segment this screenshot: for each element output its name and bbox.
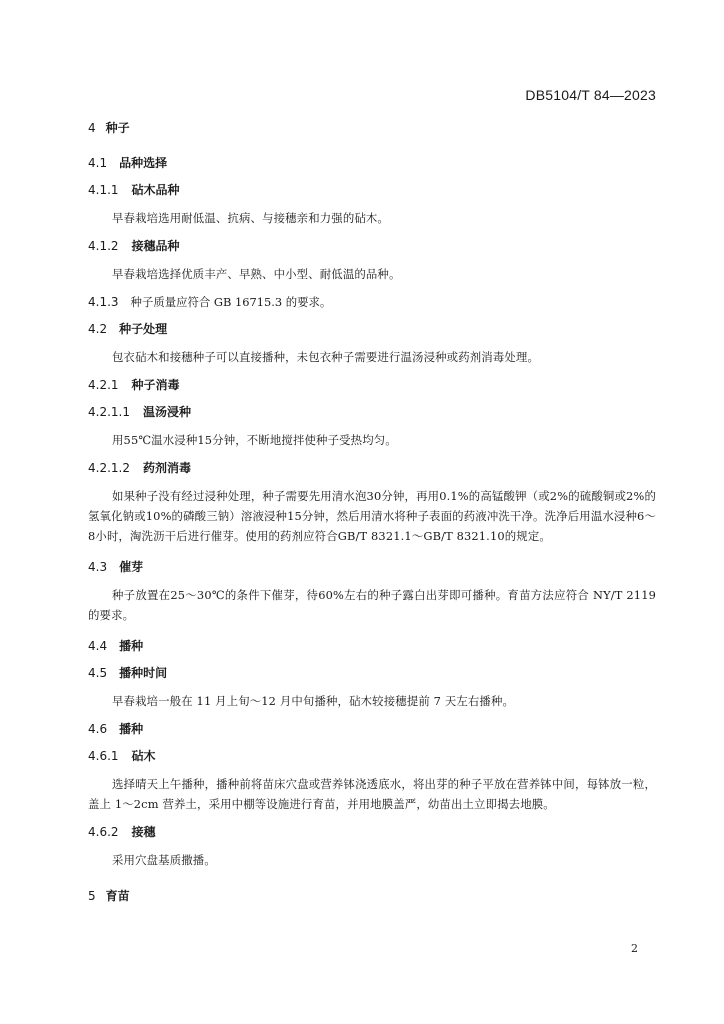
section-4-2-1-2-body: 如果种子没有经过浸种处理，种子需要先用清水泡30分钟，再用0.1%的高锰酸钾（或2%的硫酸铜或2%的氢氧化钠或10%的磷酸三钠）溶液浸种15分钟，然后用清水将种子表面的药液冲洗干净。洗净后用温水浸种6～8小时，淘洗沥干后进行催芽。使用的药剂应符合GB/T 8321.1～GB/T 8321.10的规定。 bbox=[88, 489, 656, 543]
section-title: 品种选择 bbox=[119, 156, 168, 170]
section-4-1-1-body: 早春栽培选用耐低温、抗病、与接穗亲和力强的砧木。 bbox=[112, 211, 389, 225]
section-4-3-heading bbox=[88, 558, 656, 576]
section-4-2-1-heading bbox=[88, 376, 656, 394]
section-text: 种子质量应符合 GB 16715.3 的要求。 bbox=[130, 295, 332, 309]
section-4-5-heading bbox=[88, 664, 656, 682]
section-4-6-1-body: 选择晴天上午播种，播种前将苗床穴盘或营养钵浇透底水，将出芽的种子平放在营养钵中间，每钵放一粒，盖上 1～2cm 营养土，采用中棚等设施进行育苗，并用地膜盖严，幼苗出土立即揭去地膜。 bbox=[88, 777, 656, 811]
section-title: 种子消毒 bbox=[131, 378, 180, 392]
section-title: 药剂消毒 bbox=[142, 461, 191, 475]
section-4-1-1-heading bbox=[88, 181, 656, 199]
section-4-6-2-heading bbox=[88, 823, 656, 841]
section-title: 温汤浸种 bbox=[142, 405, 191, 419]
section-4-4-heading bbox=[88, 637, 656, 655]
section-4-6-2-body: 采用穴盘基质撒播。 bbox=[112, 853, 216, 867]
section-4-2-1-1-heading bbox=[88, 403, 656, 421]
section-4-heading bbox=[88, 119, 656, 137]
section-number: 4.1 bbox=[88, 156, 108, 170]
section-number: 5 bbox=[88, 889, 96, 903]
section-title: 催芽 bbox=[119, 560, 144, 574]
section-4-6-1-heading bbox=[88, 747, 656, 765]
section-4-2-body: 包衣砧木和接穗种子可以直接播种，未包衣种子需要进行温汤浸种或药剂消毒处理。 bbox=[112, 350, 540, 364]
section-number: 4.6.1 bbox=[88, 749, 119, 763]
section-4-6-heading bbox=[88, 720, 656, 738]
section-4-1-2-heading bbox=[88, 237, 656, 255]
section-4-1-heading bbox=[88, 154, 656, 172]
section-number: 4.2.1 bbox=[88, 378, 119, 392]
section-4-1-3 bbox=[88, 293, 656, 311]
section-title: 接穗品种 bbox=[131, 239, 180, 253]
section-number: 4.5 bbox=[88, 666, 108, 680]
section-number: 4 bbox=[88, 121, 96, 135]
section-title: 播种 bbox=[119, 722, 144, 736]
standard-code: DB5104/T 84—2023 bbox=[525, 87, 656, 103]
section-title: 砧木品种 bbox=[131, 183, 180, 197]
section-number: 4.6 bbox=[88, 722, 108, 736]
section-number: 4.1.1 bbox=[88, 183, 119, 197]
section-4-5-body: 早春栽培一般在 11 月上旬～12 月中旬播种，砧木较接穗提前 7 天左右播种。 bbox=[112, 694, 515, 708]
section-number: 4.4 bbox=[88, 639, 108, 653]
document-body bbox=[88, 119, 656, 905]
section-title: 接穗 bbox=[131, 825, 156, 839]
page-number: 2 bbox=[631, 942, 638, 955]
section-4-2-1-1-body: 用55℃温水浸种15分钟，不断地搅拌使种子受热均匀。 bbox=[112, 433, 397, 447]
section-4-2-heading bbox=[88, 320, 656, 338]
section-number: 4.1.3 bbox=[88, 295, 119, 309]
section-title: 种子 bbox=[105, 121, 130, 135]
section-4-3-body: 种子放置在25～30℃的条件下催芽，待60%左右的种子露白出芽即可播种。育苗方法应符合 NY/T 2119 的要求。 bbox=[88, 588, 656, 622]
section-number: 4.6.2 bbox=[88, 825, 119, 839]
section-5-heading bbox=[88, 887, 656, 905]
section-4-2-1-2-heading bbox=[88, 459, 656, 477]
section-title: 育苗 bbox=[105, 889, 130, 903]
section-title: 砧木 bbox=[131, 749, 156, 763]
section-title: 播种时间 bbox=[119, 666, 168, 680]
section-number: 4.1.2 bbox=[88, 239, 119, 253]
section-number: 4.3 bbox=[88, 560, 108, 574]
section-title: 种子处理 bbox=[119, 322, 168, 336]
section-number: 4.2.1.2 bbox=[88, 461, 130, 475]
section-number: 4.2 bbox=[88, 322, 108, 336]
section-title: 播种 bbox=[119, 639, 144, 653]
section-4-1-2-body: 早春栽培选择优质丰产、早熟、中小型、耐低温的品种。 bbox=[112, 267, 401, 281]
section-number: 4.2.1.1 bbox=[88, 405, 130, 419]
